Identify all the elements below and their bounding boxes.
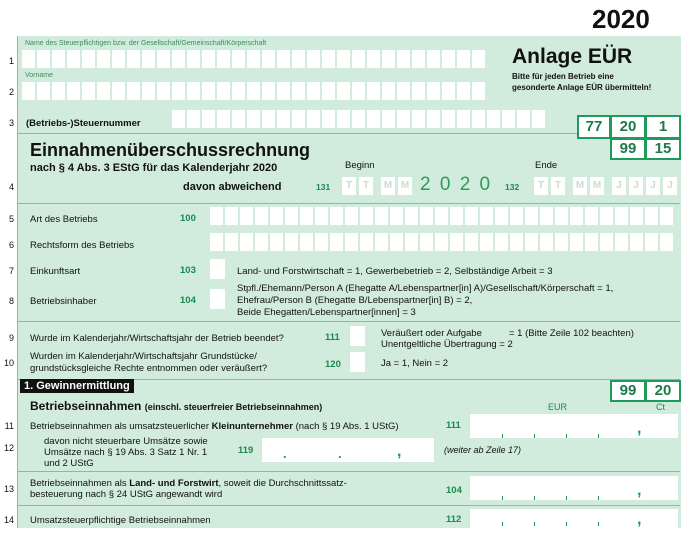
date-digit: T (551, 177, 565, 195)
einkunftsart-input[interactable] (210, 259, 225, 279)
section-subtitle (30, 399, 322, 413)
date-digit: T (534, 177, 548, 195)
section-subtitle-main: Betriebseinnahmen (30, 399, 142, 413)
date-digit: T (359, 177, 373, 195)
rechtsform-label: Rechtsform des Betriebs (30, 240, 135, 251)
line-number: 9 (8, 333, 14, 343)
date-digit: M (573, 177, 587, 195)
eur-label: EUR (548, 402, 568, 412)
form-hint-1: Bitte für jeden Betrieb eine (512, 72, 614, 81)
r13-label (30, 478, 347, 489)
section-title: 1. Gewinnermittlung (20, 379, 134, 393)
art-input[interactable] (210, 207, 673, 225)
r11-label-c: (nach § 19 Abs. 1 UStG) (292, 421, 399, 432)
code-box: 99 (610, 380, 646, 402)
date-digit: T (342, 177, 356, 195)
inhaber-desc-2: Ehefrau/Person B (Ehegatte B/Lebenspartner[in] B) = 2, (237, 295, 473, 306)
inhaber-label: Betriebsinhaber (30, 296, 97, 307)
inhaber-desc-3: Beide Ehegatten/Lebenspartner[innen] = 3 (237, 307, 416, 318)
grund-desc: Ja = 1, Nein = 2 (381, 358, 449, 369)
grund-label-1: Wurden im Kalenderjahr/Wirtschaftsjahr Grundstücke/ (30, 351, 257, 362)
name-input[interactable] (22, 50, 485, 68)
ct-label: Ct (656, 402, 665, 412)
r13-label-2: besteuerung nach § 24 UStG angewandt wird (30, 489, 223, 500)
r12-note: (weiter ab Zeile 17) (444, 445, 522, 455)
line-number: 7 (8, 266, 14, 276)
form-hint-2: gesonderte Anlage EÜR übermitteln! (512, 83, 652, 92)
r11-label-a: Betriebseinnahmen als umsatzsteuerlicher (30, 421, 212, 432)
line-number: 12 (3, 443, 14, 453)
date-digit: M (398, 177, 412, 195)
inhaber-input[interactable] (210, 289, 225, 309)
r11-label (30, 421, 399, 432)
vorname-input[interactable] (22, 82, 485, 100)
code-119: 119 (238, 445, 254, 456)
line-number: 14 (3, 515, 14, 525)
line-number: 3 (8, 118, 14, 128)
code-box: 99 (610, 138, 646, 160)
beendet-desc-2: Unentgeltliche Übertragung = 2 (381, 339, 513, 350)
einkunftsart-label: Einkunftsart (30, 266, 81, 277)
inhaber-desc-1: Stpfl./Ehemann/Person A (Ehegatte A/Lebenspartner[in] A)/Gesellschaft/Körperschaft = 1, (237, 283, 614, 294)
steuernummer-label: (Betriebs-)Steuernummer (26, 118, 141, 129)
line-number: 8 (8, 296, 14, 306)
code-111: 111 (325, 332, 340, 343)
r12-label-3: und 2 UStG (44, 458, 94, 469)
r12-label-2: Umsätze nach § 19 Abs. 3 Satz 1 Nr. 1 (44, 447, 208, 458)
form-title: Anlage EÜR (512, 45, 633, 68)
name-label: Name des Steuerpflichtigen bzw. der Gesellschaft/Gemeinschaft/Körperschaft (25, 40, 267, 47)
date-digit: J (646, 177, 660, 195)
code-box: 77 (577, 115, 611, 139)
r11-label-b: Kleinunternehmer (211, 421, 293, 432)
ende-label: Ende (535, 160, 558, 171)
code-104: 104 (180, 295, 196, 306)
date-digit: J (629, 177, 643, 195)
rechtsform-input[interactable] (210, 233, 673, 251)
code-131: 131 (316, 182, 331, 192)
section-subtitle-note: (einschl. steuerfreier Betriebseinnahmen) (144, 402, 323, 412)
code-box: 20 (610, 115, 646, 139)
code-112: 112 (446, 514, 462, 525)
beendet-desc-1b: = 1 (Bitte Zeile 102 beachten) (509, 328, 634, 339)
code-100: 100 (180, 213, 196, 224)
code-103: 103 (180, 265, 196, 276)
r14-label: Umsatzsteuerpflichtige Betriebseinnahmen (30, 515, 211, 526)
code-111-r11: 111 (446, 420, 461, 431)
line-number: 13 (3, 484, 14, 494)
art-label: Art des Betriebs (30, 214, 98, 225)
steuernummer-input[interactable] (172, 110, 545, 128)
beginn-year: 2 0 2 0 (420, 174, 493, 195)
date-digit: M (381, 177, 395, 195)
main-title: Einnahmenüberschussrechnung (30, 140, 311, 160)
line-number: 11 (4, 421, 14, 431)
date-digit: J (612, 177, 626, 195)
vorname-label: Vorname (25, 72, 54, 79)
code-box: 15 (645, 138, 681, 160)
code-box: 20 (645, 380, 681, 402)
r12-amount-input[interactable] (262, 438, 434, 462)
code-132: 132 (505, 182, 520, 192)
r13-label-a: Betriebseinnahmen als (30, 478, 130, 489)
line-number: 10 (3, 358, 14, 368)
line-number: 4 (8, 182, 14, 192)
year-heading: 2020 (592, 4, 650, 34)
code-104-r13: 104 (446, 485, 462, 496)
sub-title: nach § 4 Abs. 3 EStG für das Kalenderjahr 2020 (30, 162, 278, 174)
abweichend-label: davon abweichend (183, 181, 282, 193)
grund-label-2: grundstücksgleiche Rechte entnommen oder veräußert? (30, 363, 268, 374)
line-number: 1 (8, 56, 14, 66)
date-digit: J (663, 177, 677, 195)
beendet-desc-1: Veräußert oder Aufgabe (381, 328, 482, 339)
grund-input[interactable] (350, 352, 365, 372)
date-digit: M (590, 177, 604, 195)
beginn-label: Beginn (345, 160, 375, 171)
beendet-label: Wurde im Kalenderjahr/Wirtschaftsjahr der Betrieb beendet? (30, 333, 284, 344)
code-120: 120 (325, 359, 341, 370)
r12-label-1: davon nicht steuerbare Umsätze sowie (44, 436, 208, 447)
line-number: 2 (8, 87, 14, 97)
line-number: 5 (8, 214, 14, 224)
einkunftsart-desc: Land- und Forstwirtschaft = 1, Gewerbebetrieb = 2, Selbständige Arbeit = 3 (237, 266, 553, 277)
r13-label-b: Land- und Forstwirt (129, 478, 219, 489)
r13-label-c: , soweit die Durchschnittssatz- (218, 478, 347, 489)
line-number: 6 (8, 240, 14, 250)
beendet-input[interactable] (350, 326, 365, 346)
code-box: 1 (645, 115, 681, 139)
